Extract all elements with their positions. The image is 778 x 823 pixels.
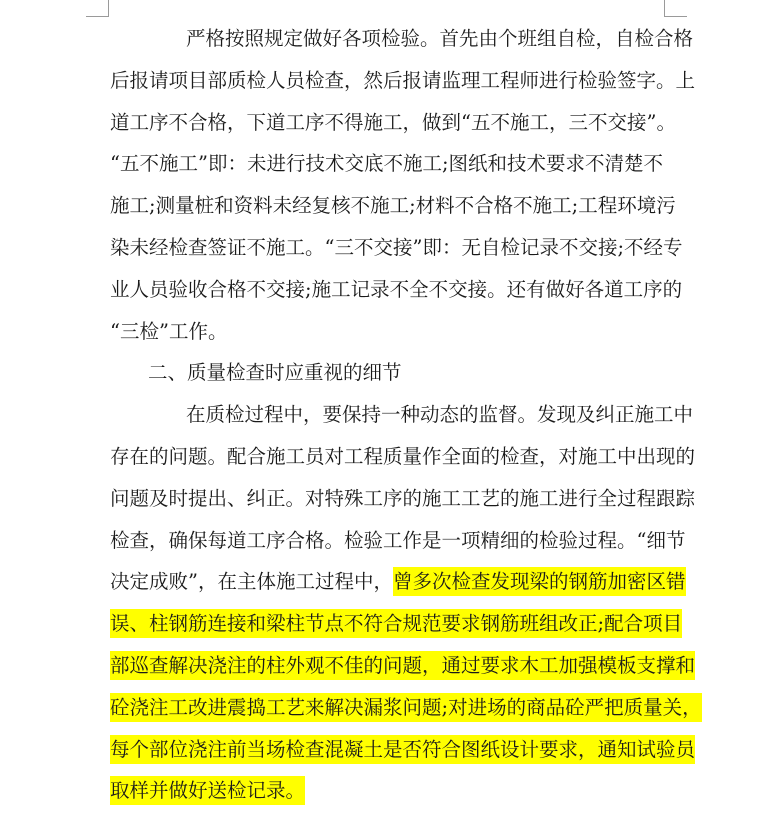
text-line: 存在的问题。配合施工员对工程质量作全面的检查，对施工中出现的 — [110, 444, 696, 468]
text-line: 严格按照规定做好各项检验。首先由个班组自检，自检合格 — [186, 27, 694, 50]
highlighted-text-segment: 砼浇注工改进震捣工艺来解决漏浆问题;对进场的商品砼严把质量关， — [110, 693, 702, 722]
highlighted-text-segment: 曾多次检查发现梁的钢筋加密区错 — [393, 567, 686, 596]
page-corner-mark-right — [664, 0, 687, 17]
highlighted-text-segment: 每个部位浇注前当场检查混凝土是否符合图纸设计要求，通知试验员 — [110, 735, 695, 764]
text-line: 在质检过程中，要保持一种动态的监督。发现及纠正施工中 — [186, 403, 694, 427]
text-line: “三检”工作。 — [110, 319, 228, 343]
text-line: 问题及时提出、纠正。对特殊工序的施工工艺的施工进行全过程跟踪 — [110, 486, 696, 510]
text-line: 染未经检查签证不施工。“三不交接”即：无自检记录不交接;不经专 — [110, 235, 683, 259]
text-line-mixed — [110, 561, 686, 603]
text-line: 道工序不合格，下道工序不得施工，做到“五不施工，三不交接”。 — [110, 110, 676, 134]
text-line: 检查，确保每道工序合格。检验工作是一项精细的检验过程。“细节 — [110, 528, 686, 552]
highlighted-line — [110, 645, 696, 687]
text-line: “五不施工”即：未进行技术交底不施工;图纸和技术要求不清楚不 — [110, 152, 664, 176]
document-body — [110, 18, 702, 812]
plain-text-segment: 决定成败”，在主体施工过程中， — [110, 570, 393, 594]
section-heading: 二、质量检查时应重视的细节 — [148, 361, 402, 385]
text-line: 后报请项目部质检人员检查，然后报请监理工程师进行检验签字。上 — [110, 68, 696, 92]
highlighted-line — [110, 770, 666, 812]
highlighted-line — [110, 687, 702, 729]
text-line: 施工;测量桩和资料未经复核不施工;材料不合格不施工;工程环境污 — [110, 194, 676, 218]
highlighted-line — [110, 729, 696, 771]
text-line: 业人员验收合格不交接;施工记录不全不交接。还有做好各道工序的 — [110, 277, 683, 301]
highlighted-text-segment: 误、柱钢筋连接和梁柱节点不符合规范要求钢筋班组改正;配合项目 — [110, 609, 682, 638]
highlighted-line — [110, 603, 683, 645]
highlighted-text-segment: 部巡查解决浇注的柱外观不佳的问题，通过要求木工加强模板支撑和 — [110, 651, 695, 680]
highlighted-text-segment: 取样并做好送检记录。 — [110, 776, 305, 805]
page-corner-mark-left — [86, 0, 109, 17]
